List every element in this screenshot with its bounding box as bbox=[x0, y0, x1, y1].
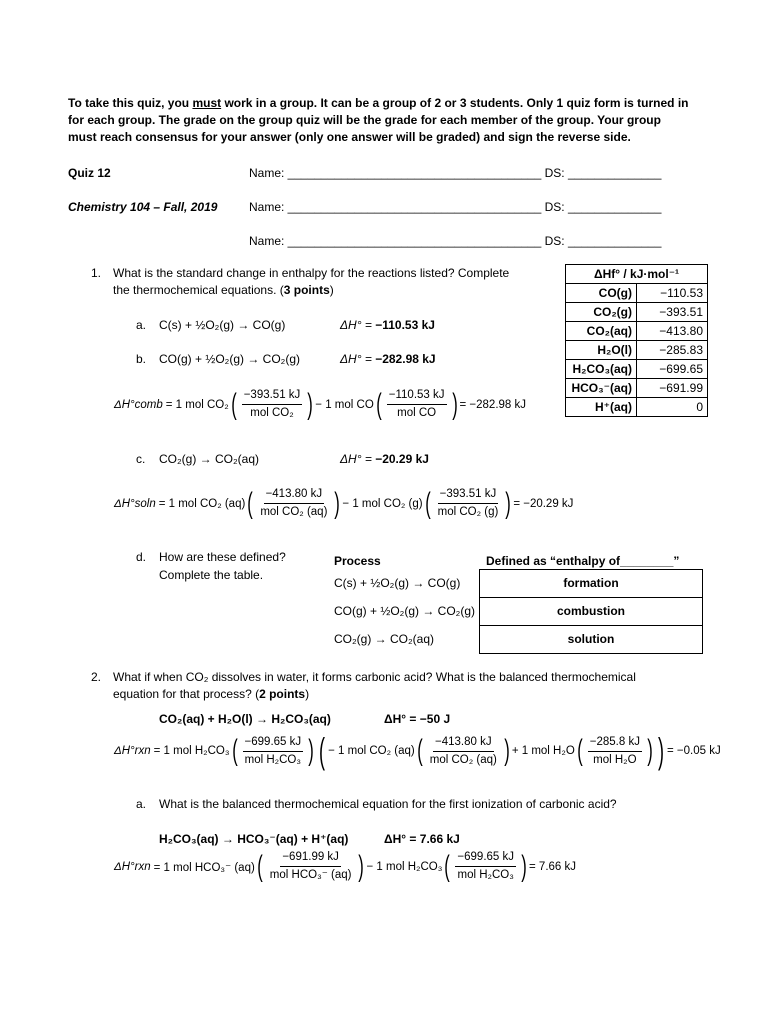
calc-coef: + 1 mol H₂O bbox=[511, 745, 575, 757]
q1a-dh-value: −110.53 kJ bbox=[375, 318, 435, 332]
paren-right: ) bbox=[451, 387, 458, 421]
q1d-text-1: How are these defined? bbox=[159, 550, 286, 564]
q1b-dh bbox=[340, 352, 436, 366]
calc-coef: = 1 mol HCO₃⁻ (aq) bbox=[153, 861, 255, 874]
species-cell: H₂O(l) bbox=[566, 341, 637, 360]
soln-calculation bbox=[114, 487, 573, 520]
calc-fraction bbox=[239, 388, 306, 421]
q1-number: 1. bbox=[91, 266, 102, 280]
table-row bbox=[566, 398, 708, 417]
paren-right: ) bbox=[505, 486, 512, 520]
frac-num: −413.80 kJ bbox=[433, 735, 494, 752]
q1d-text-2: Complete the table. bbox=[159, 568, 264, 582]
calc-fraction bbox=[425, 735, 502, 768]
frac-num: −393.51 kJ bbox=[242, 388, 303, 405]
q2-text-line-2 bbox=[113, 687, 309, 701]
defined-cell-solution[interactable]: solution bbox=[479, 625, 703, 654]
calc-fraction bbox=[240, 735, 307, 768]
q1c-dh bbox=[340, 452, 429, 466]
calc-fraction bbox=[433, 487, 504, 520]
q1a-label: a. bbox=[136, 318, 147, 332]
frac-num: −393.51 kJ bbox=[438, 487, 499, 504]
frac-den: mol CO₂ bbox=[250, 407, 294, 419]
table-row bbox=[566, 379, 708, 398]
calc-fraction bbox=[585, 735, 645, 768]
q1a-dh bbox=[340, 318, 435, 332]
calc-coef: − 1 mol H₂CO₃ bbox=[366, 860, 443, 873]
frac-den: mol H₂CO₃ bbox=[244, 753, 302, 766]
table-row bbox=[566, 284, 708, 303]
q2-equation: CO₂(aq) + H₂O(l) → H₂CO₃(aq) bbox=[159, 712, 331, 726]
frac-num: −699.65 kJ bbox=[455, 850, 516, 867]
q2-points: 2 points bbox=[259, 687, 306, 701]
frac-num: −110.53 kJ bbox=[387, 388, 447, 405]
table-row bbox=[566, 303, 708, 322]
instructions-line-1 bbox=[68, 96, 689, 110]
q2a-text: What is the balanced thermochemical equation for the first ionization of carbonic acid? bbox=[159, 797, 617, 811]
species-cell: H⁺(aq) bbox=[566, 398, 637, 417]
frac-den: mol H₂O bbox=[593, 753, 637, 766]
q2-text: equation for that process? ( bbox=[113, 687, 260, 701]
table-row bbox=[566, 360, 708, 379]
calc-coef: − 1 mol CO₂ (g) bbox=[342, 497, 423, 510]
frac-den: mol CO₂ (g) bbox=[437, 506, 499, 518]
paren-left: ( bbox=[376, 387, 382, 421]
comb-calculation bbox=[114, 388, 526, 421]
calc-coef: = 1 mol H₂CO₃ bbox=[153, 745, 230, 757]
calc-lhs: ΔH°rxn bbox=[114, 860, 151, 873]
q1c-equation: CO₂(g) → CO₂(aq) bbox=[159, 452, 259, 466]
species-cell: HCO₃⁻(aq) bbox=[566, 379, 637, 398]
calc-lhs: ΔH°rxn bbox=[114, 745, 151, 757]
q1d-label: d. bbox=[136, 550, 147, 564]
paren-right: ) bbox=[307, 387, 314, 421]
calc-lhs: ΔH°soln bbox=[114, 497, 156, 510]
calc-lhs: ΔH°comb bbox=[114, 398, 163, 411]
rxn-calculation bbox=[114, 730, 721, 771]
calc-fraction bbox=[384, 388, 450, 421]
species-cell: CO₂(aq) bbox=[566, 322, 637, 341]
paren-left: ( bbox=[230, 387, 237, 421]
paren-right: ) bbox=[308, 734, 314, 767]
calc-result: = −0.05 kJ bbox=[666, 745, 721, 757]
dh-label: ΔH° = bbox=[340, 352, 376, 366]
enthalpy-of-formation-table bbox=[565, 264, 708, 417]
species-cell: CO₂(g) bbox=[566, 303, 637, 322]
value-cell: −393.51 bbox=[637, 303, 708, 322]
species-cell: H₂CO₃(aq) bbox=[566, 360, 637, 379]
calc-coef: − 1 mol CO₂ (aq) bbox=[328, 745, 415, 757]
paren-right: ) bbox=[504, 734, 510, 767]
process-row-3: CO₂(g) → CO₂(aq) bbox=[334, 632, 434, 646]
paren-left: ( bbox=[416, 734, 423, 767]
value-cell: 0 bbox=[637, 398, 708, 417]
paren-left: ( bbox=[231, 734, 238, 767]
q2a-equation: H₂CO₃(aq) → HCO₃⁻(aq) + H⁺(aq) bbox=[159, 832, 349, 846]
frac-den: mol CO₂ (aq) bbox=[260, 506, 328, 518]
calc-coef: − 1 mol CO bbox=[315, 398, 374, 411]
process-row-1: C(s) + ½O₂(g) → CO(g) bbox=[334, 576, 461, 590]
dh-label: ΔH° = bbox=[340, 452, 376, 466]
q1b-equation: CO(g) + ½O₂(g) → CO₂(g) bbox=[159, 352, 300, 366]
paren-left: ( bbox=[257, 849, 263, 883]
defined-column-header: Defined as “enthalpy of________” bbox=[486, 554, 680, 568]
q2a-label: a. bbox=[136, 797, 147, 811]
process-column-header: Process bbox=[334, 554, 381, 568]
q2-dh: ΔH° = −50 J bbox=[384, 712, 451, 726]
q1c-label: c. bbox=[136, 452, 146, 466]
q1b-label: b. bbox=[136, 352, 147, 366]
q1b-dh-value: −282.98 kJ bbox=[375, 352, 436, 366]
dh-label: ΔH° = bbox=[340, 318, 376, 332]
paren-left: ( bbox=[444, 849, 451, 883]
value-cell: −413.80 bbox=[637, 322, 708, 341]
name-ds-line-3: Name: ______________________________________ DS: ______________ bbox=[249, 234, 662, 248]
value-cell: −110.53 bbox=[637, 284, 708, 303]
value-cell: −699.65 bbox=[637, 360, 708, 379]
q1-text: ) bbox=[329, 283, 334, 297]
value-cell: −691.99 bbox=[637, 379, 708, 398]
table-row bbox=[566, 322, 708, 341]
paren-left: ( bbox=[577, 734, 583, 767]
q2-number: 2. bbox=[91, 670, 102, 684]
calc-fraction bbox=[265, 850, 357, 883]
defined-cell-combustion[interactable]: combustion bbox=[479, 597, 703, 626]
frac-den: mol HCO₃⁻ (aq) bbox=[269, 869, 352, 881]
calc-result: = 7.66 kJ bbox=[529, 860, 577, 873]
species-cell: CO(g) bbox=[566, 284, 637, 303]
q1-text: the thermochemical equations. ( bbox=[113, 283, 284, 297]
calc-coef: = 1 mol CO₂ (aq) bbox=[158, 497, 246, 510]
paren-right: ) bbox=[657, 730, 664, 771]
paren-left: ( bbox=[424, 486, 431, 520]
calc-fraction bbox=[452, 850, 519, 883]
process-row-2: CO(g) + ½O₂(g) → CO₂(g) bbox=[334, 604, 475, 618]
q1-points: 3 points bbox=[283, 283, 330, 297]
name-ds-line-2: Name: ______________________________________ DS: ______________ bbox=[249, 200, 662, 214]
hf-table-header: ΔHf° / kJ·mol⁻¹ bbox=[566, 265, 708, 284]
table-row bbox=[566, 341, 708, 360]
instructions-text: work in a group. It can be a group of 2 or 3 students. Only 1 quiz form is turned in bbox=[221, 96, 689, 110]
emphasis-must: must bbox=[192, 96, 222, 110]
quiz-title: Quiz 12 bbox=[68, 166, 111, 180]
q1a-equation: C(s) + ½O₂(g) → CO(g) bbox=[159, 318, 286, 332]
frac-num: −413.80 kJ bbox=[264, 487, 325, 504]
defined-cell-formation[interactable]: formation bbox=[479, 569, 703, 598]
frac-den: mol H₂CO₃ bbox=[457, 869, 514, 881]
q1-text-line-1: What is the standard change in enthalpy for the reactions listed? Complete bbox=[113, 266, 510, 280]
frac-num: −691.99 kJ bbox=[280, 850, 341, 867]
instructions-text: To take this quiz, you bbox=[68, 96, 193, 110]
paren-right: ) bbox=[521, 849, 527, 883]
instructions-line-3: must reach consensus for your answer (only one answer will be graded) and sign the reverse side. bbox=[68, 130, 631, 144]
q1c-dh-value: −20.29 kJ bbox=[375, 452, 429, 466]
paren-right: ) bbox=[334, 486, 341, 520]
instructions-line-2: for each group. The grade on the group quiz will be the grade for each member of the group. Your group bbox=[68, 113, 661, 127]
paren-left: ( bbox=[319, 730, 326, 771]
value-cell: −285.83 bbox=[637, 341, 708, 360]
calc-coef: = 1 mol CO₂ bbox=[165, 398, 229, 411]
name-ds-line-1: Name: ______________________________________ DS: ______________ bbox=[249, 166, 662, 180]
calc-fraction bbox=[255, 487, 332, 520]
q2-text: ) bbox=[305, 687, 310, 701]
q1-text-line-2 bbox=[113, 283, 334, 297]
q2a-dh: ΔH° = 7.66 kJ bbox=[384, 832, 460, 846]
frac-den: mol CO₂ (aq) bbox=[429, 753, 497, 766]
ion-calculation bbox=[114, 850, 576, 883]
frac-num: −285.8 kJ bbox=[588, 735, 642, 752]
paren-left: ( bbox=[247, 486, 254, 520]
frac-num: −699.65 kJ bbox=[243, 735, 304, 752]
frac-den: mol CO bbox=[397, 407, 437, 419]
course-title: Chemistry 104 – Fall, 2019 bbox=[68, 200, 218, 214]
paren-right: ) bbox=[647, 734, 653, 767]
calc-result: = −20.29 kJ bbox=[513, 497, 574, 510]
calc-result: = −282.98 kJ bbox=[459, 398, 527, 411]
paren-right: ) bbox=[358, 849, 365, 883]
q2-text-line-1: What if when CO₂ dissolves in water, it forms carbonic acid? What is the balanced thermochemical bbox=[113, 670, 636, 684]
